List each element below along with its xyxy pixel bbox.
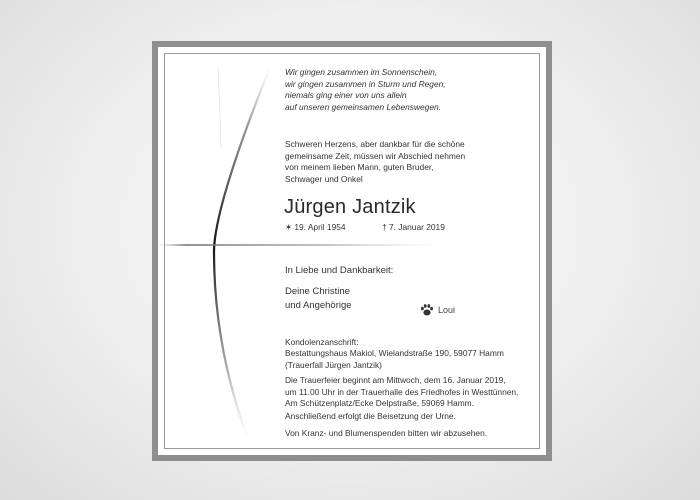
signature-line: und Angehörige: [285, 300, 352, 311]
intro-line: von meinem lieben Mann, guten Bruder,: [285, 162, 434, 172]
condolence-line: Bestattungshaus Makiol, Wielandstraße 190, 59077 Hamm: [285, 348, 504, 358]
pet-name: Loui: [438, 305, 456, 315]
burial-note: Anschließend erfolgt die Beisetzung der Urne.: [285, 411, 456, 421]
poem-line: Wir gingen zusammen im Sonnenschein,: [285, 67, 438, 77]
birth-date: ✶ 19. April 1954: [285, 222, 346, 232]
condolence-line: (Trauerfall Jürgen Jantzik): [285, 359, 382, 370]
pet-signature: [420, 303, 455, 317]
flowers-note: Von Kranz- und Blumenspenden bitten wir abzusehen.: [285, 428, 488, 438]
intro-line: Schweren Herzens, aber dankbar für die schöne: [285, 139, 465, 149]
poem: [285, 67, 446, 113]
ceremony-info: [285, 375, 518, 410]
ceremony-line: Am Schützenplatz/Ecke Delpstraße, 59069 Hamm.: [285, 398, 474, 408]
condolence-heading: Kondolenzanschrift:: [285, 337, 359, 347]
condolence-address: [285, 348, 504, 371]
ceremony-line: Die Trauerfeier beginnt am Mittwoch, dem 16. Januar 2019,: [285, 375, 506, 385]
intro-text: [285, 139, 465, 185]
death-date: † 7. Januar 2019: [382, 222, 445, 232]
intro-line: gemeinsame Zeit, müssen wir Abschied nehmen: [285, 150, 466, 161]
intro-line: Schwager und Onkel: [285, 173, 363, 184]
poem-line: wir gingen zusammen in Sturm und Regen,: [285, 78, 446, 89]
signatures: [285, 285, 352, 313]
paw-icon: [420, 303, 434, 317]
signature-line: Deine Christine: [285, 286, 350, 297]
ceremony-line: um 11.00 Uhr in der Trauerhalle des Friedhofes in Westtünnen,: [285, 386, 519, 397]
poem-line: niemals ging einer von uns allein: [285, 90, 407, 100]
love-line: In Liebe und Dankbarkeit:: [285, 265, 394, 276]
deceased-name: Jürgen Jantzik: [284, 196, 416, 218]
obituary-card: [152, 41, 552, 461]
poem-line: auf unseren gemeinsamen Lebenswegen.: [285, 101, 441, 112]
